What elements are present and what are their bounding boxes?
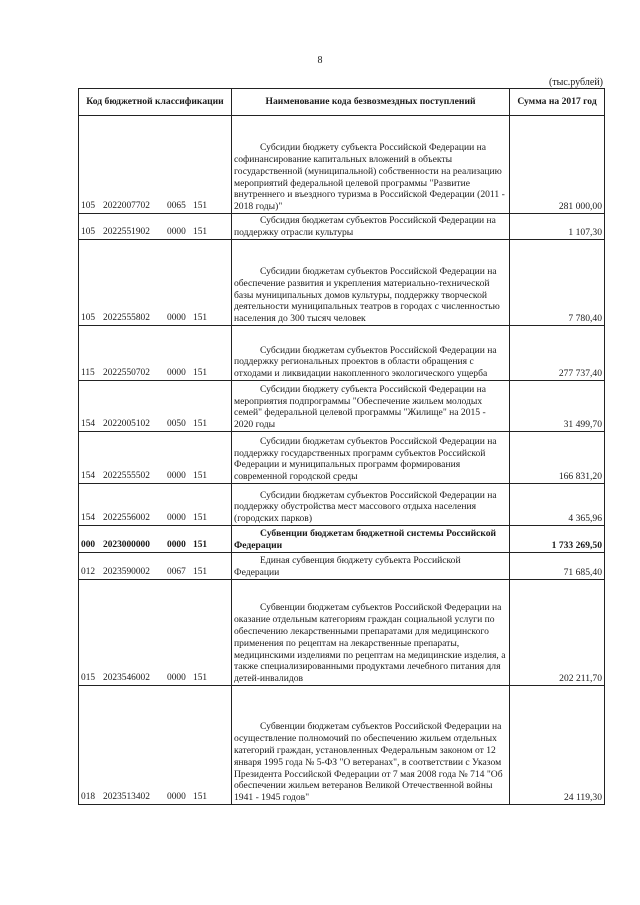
code-part: 2023513402 — [103, 792, 150, 803]
budget-table — [78, 88, 605, 805]
code-part: 2023590002 — [103, 567, 150, 578]
table-row — [79, 526, 605, 553]
code-part: 2022005102 — [103, 419, 150, 430]
code-part: 151 — [193, 419, 208, 430]
cell-code — [79, 326, 232, 381]
cell-code — [79, 214, 232, 240]
code-part: 151 — [193, 673, 208, 684]
cell-name — [232, 214, 510, 240]
cell-amount: 202 211,70 — [510, 580, 605, 686]
cell-code — [79, 432, 232, 484]
header-code: Код бюджетной классификации — [79, 89, 232, 116]
header-name: Наименование кода безвозмездных поступлений — [232, 89, 510, 116]
name-text: Субвенции бюджетам субъектов Российской Федерации на оказание отдельным категориям граждан социальной услуги по обеспечению лекарственными препаратами для медицинского применения по рецептам на лекарственные препараты, медицинскими изделиями по рецептам на медицинские изделия, а также специализированными продуктами лечебного питания для детей-инвалидов — [234, 602, 506, 685]
cell-code — [79, 116, 232, 214]
code-part: 0050 — [167, 419, 186, 430]
code-part: 151 — [193, 792, 208, 803]
cell-name — [232, 432, 510, 484]
cell-amount: 1 733 269,50 — [510, 526, 605, 553]
code-part: 154 — [81, 513, 96, 524]
name-text: Субсидии бюджетам субъектов Российской Федерации на поддержку государственных программ субъектов Российской Федерации и муниципальных программ формирования современной городской среды — [234, 435, 497, 483]
cell-name — [232, 553, 510, 580]
name-text: Субсидии бюджету субъекта Российской Федерации на софинансирование капитальных вложений в объекты государственной (муниципальной) собственности на реализацию мероприятий федеральной целевой программы "Развитие внутреннего и въездного туризма в Российской Федерации (2011 - 2018 годы)" — [234, 142, 505, 213]
name-text: Субсидии бюджетам субъектов Российской Федерации на обеспечение развития и укрепления материально-технической базы муниципальных домов культуры, поддержку творческой деятельности муниципальных театров в городах с численностью населения до 300 тысяч человек — [234, 266, 500, 325]
name-text: Субвенции бюджетам бюджетной системы Российской Федерации — [234, 528, 497, 552]
table-row — [79, 580, 605, 686]
code-part: 151 — [193, 540, 208, 551]
code-part: 0000 — [167, 540, 186, 551]
code-part: 2022555802 — [103, 313, 150, 324]
code-part: 000 — [81, 540, 96, 551]
cell-name — [232, 484, 510, 526]
table-row — [79, 553, 605, 580]
table-row — [79, 116, 605, 214]
cell-amount: 7 780,40 — [510, 240, 605, 326]
cell-amount: 277 737,40 — [510, 326, 605, 381]
code-part: 0000 — [167, 513, 186, 524]
code-part: 0000 — [167, 227, 186, 238]
code-part: 2022556002 — [103, 513, 150, 524]
code-part: 0000 — [167, 313, 186, 324]
code-part: 115 — [81, 368, 95, 379]
code-part: 105 — [81, 313, 96, 324]
name-text: Субсидии бюджетам субъектов Российской Федерации на поддержку обустройства мест массового отдыха населения (городских парков) — [234, 489, 497, 525]
cell-amount: 71 685,40 — [510, 553, 605, 580]
code-part: 2023000000 — [103, 540, 150, 551]
code-part: 0000 — [167, 368, 186, 379]
name-text: Субсидия бюджетам субъектов Российской Федерации на поддержку отрасли культуры — [234, 215, 496, 239]
table-header-row — [79, 89, 605, 116]
cell-amount: 31 499,70 — [510, 381, 605, 432]
code-part: 151 — [193, 513, 208, 524]
cell-name — [232, 580, 510, 686]
code-part: 0000 — [167, 673, 186, 684]
table-row — [79, 484, 605, 526]
table-row — [79, 432, 605, 484]
code-part: 151 — [193, 227, 208, 238]
cell-amount: 166 831,20 — [510, 432, 605, 484]
cell-amount: 4 365,96 — [510, 484, 605, 526]
code-part: 154 — [81, 419, 96, 430]
cell-amount: 1 107,30 — [510, 214, 605, 240]
cell-code — [79, 240, 232, 326]
table-row — [79, 326, 605, 381]
cell-code — [79, 580, 232, 686]
code-part: 0065 — [167, 201, 186, 212]
name-text: Единая субвенция бюджету субъекта Российской Федерации — [234, 555, 461, 579]
units-label: (тыс.рублей) — [548, 77, 603, 88]
code-part: 015 — [81, 673, 96, 684]
table-row — [79, 240, 605, 326]
code-part: 0067 — [167, 567, 186, 578]
code-part: 151 — [193, 201, 208, 212]
table-row — [79, 381, 605, 432]
cell-name — [232, 526, 510, 553]
cell-name — [232, 240, 510, 326]
table-row — [79, 686, 605, 805]
name-text: Субсидии бюджету субъекта Российской Федерации на мероприятия подпрограммы "Обеспечение жильем молодых семей" федеральной целевой программы "Жилище" на 2015 - 2020 годы — [234, 383, 487, 431]
cell-name — [232, 686, 510, 805]
cell-name — [232, 326, 510, 381]
code-part: 151 — [193, 567, 208, 578]
code-part: 151 — [193, 313, 208, 324]
cell-name — [232, 381, 510, 432]
cell-code — [79, 381, 232, 432]
cell-code — [79, 553, 232, 580]
table-row — [79, 214, 605, 240]
code-part: 2022550702 — [103, 368, 150, 379]
cell-code — [79, 484, 232, 526]
code-part: 2023546002 — [103, 673, 150, 684]
page-number: 8 — [317, 55, 323, 66]
code-part: 0000 — [167, 471, 186, 482]
code-part: 2022555502 — [103, 471, 150, 482]
code-part: 2022007702 — [103, 201, 150, 212]
table-body — [79, 116, 605, 805]
code-part: 151 — [193, 368, 208, 379]
cell-name — [232, 116, 510, 214]
code-part: 154 — [81, 471, 96, 482]
cell-code — [79, 526, 232, 553]
code-part: 012 — [81, 567, 96, 578]
code-part: 105 — [81, 227, 96, 238]
code-part: 2022551902 — [103, 227, 150, 238]
cell-code — [79, 686, 232, 805]
code-part: 151 — [193, 471, 208, 482]
cell-amount: 281 000,00 — [510, 116, 605, 214]
name-text: Субвенции бюджетам субъектов Российской Федерации на осуществление полномочий по обеспечению жильем отдельных категорий граждан, установленных Федеральным законом от 12 января 1995 года № 5-ФЗ "О ветеранах", в соответствии с Указом Президента Российской Федерации от 7 мая 2008 года № 714 "Об обеспечении жильем ветеранов Великой Отечественной войны 1941 - 1945 годов" — [234, 721, 503, 804]
code-part: 018 — [81, 792, 96, 803]
header-amount: Сумма на 2017 год — [510, 89, 605, 116]
code-part: 105 — [81, 201, 96, 212]
code-part: 0000 — [167, 792, 186, 803]
name-text: Субсидии бюджетам субъектов Российской Федерации на поддержку региональных проектов в области обращения с отходами и ликвидации накопленного экологического ущерба — [234, 344, 497, 380]
cell-amount: 24 119,30 — [510, 686, 605, 805]
